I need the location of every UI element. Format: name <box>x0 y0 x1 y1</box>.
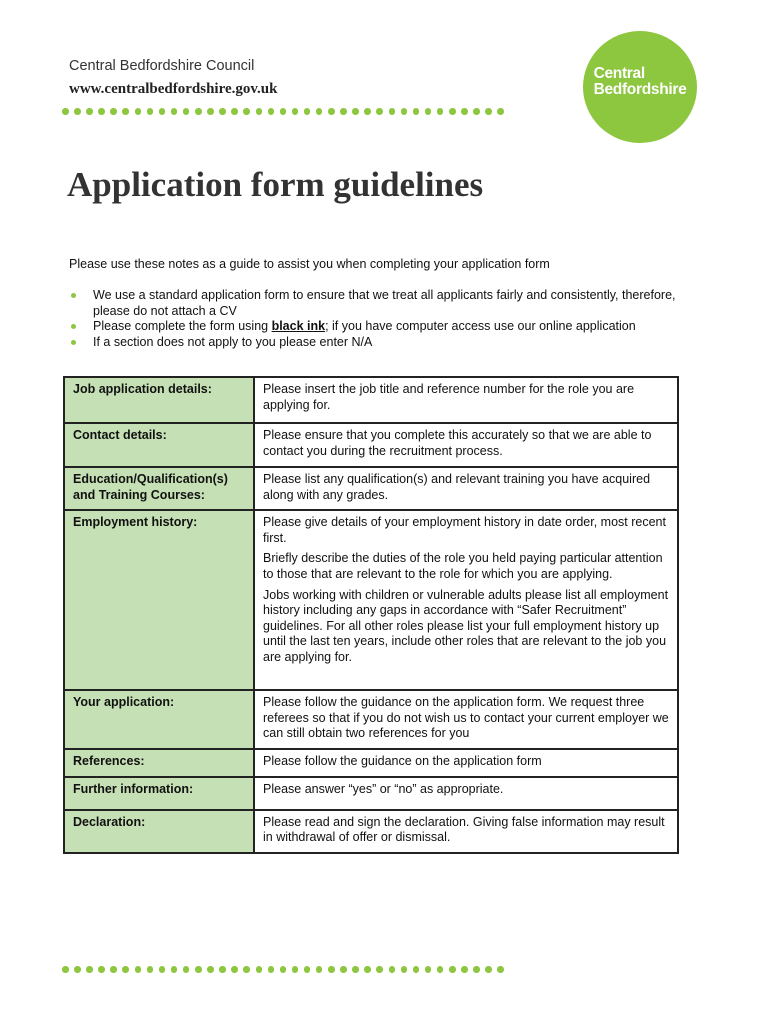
divider-dot-icon <box>159 108 166 115</box>
divider-dot-icon <box>268 108 275 115</box>
divider-dot-icon <box>364 966 371 973</box>
row-description: Please follow the guidance on the application form <box>254 749 678 777</box>
intro-text: Please use these notes as a guide to assist you when completing your application form <box>69 257 550 271</box>
divider-dot-icon <box>364 108 371 115</box>
table-row <box>64 510 678 690</box>
divider-dot-icon <box>497 108 504 115</box>
divider-dot-icon <box>195 108 202 115</box>
divider-dot-icon <box>147 108 154 115</box>
divider-dot-icon <box>328 966 335 973</box>
row-label: Employment history: <box>64 510 254 690</box>
council-url[interactable]: www.centralbedfordshire.gov.uk <box>69 81 278 97</box>
divider-dot-icon <box>98 108 105 115</box>
divider-dot-icon <box>219 108 226 115</box>
row-description: Please list any qualification(s) and relevant training you have acquired along with any grades. <box>254 467 678 510</box>
divider-dot-icon <box>425 966 432 973</box>
bullet-item: We use a standard application form to ensure that we treat all applicants fairly and consistently, therefore, please do not attach a CV <box>69 288 709 319</box>
table-row <box>64 467 678 510</box>
row-description: Please insert the job title and reference number for the role you are applying for. <box>254 377 678 423</box>
divider-dot-icon <box>171 966 178 973</box>
row-description: Please answer “yes” or “no” as appropriate. <box>254 777 678 810</box>
divider-dot-icon <box>401 966 408 973</box>
guidance-bullets <box>69 288 709 350</box>
divider-dot-icon <box>485 108 492 115</box>
row-description: Please follow the guidance on the application form. We request three referees so that if you do not wish us to contact your current employer we can still obtain two references for you <box>254 690 678 749</box>
divider-dot-icon <box>473 108 480 115</box>
divider-dot-icon <box>497 966 504 973</box>
divider-dot-icon <box>304 966 311 973</box>
central-bedfordshire-logo <box>583 31 697 143</box>
divider-dot-icon <box>280 966 287 973</box>
divider-dot-icon <box>207 108 214 115</box>
divider-dot-icon <box>413 966 420 973</box>
divider-dot-icon <box>183 966 190 973</box>
divider-dot-icon <box>110 966 117 973</box>
divider-dot-icon <box>316 108 323 115</box>
divider-dot-icon <box>340 966 347 973</box>
divider-dot-icon <box>231 108 238 115</box>
divider-dot-icon <box>135 966 142 973</box>
divider-dot-icon <box>122 108 129 115</box>
divider-dot-icon <box>376 108 383 115</box>
table-row <box>64 423 678 467</box>
divider-dot-icon <box>389 108 396 115</box>
council-name: Central Bedfordshire Council <box>69 58 255 74</box>
black-ink-emphasis: black ink <box>271 319 326 334</box>
divider-dot-icon <box>243 966 250 973</box>
table-row <box>64 690 678 749</box>
divider-dot-icon <box>352 108 359 115</box>
row-label: References: <box>64 749 254 777</box>
divider-dot-icon <box>304 108 311 115</box>
divider-dot-icon <box>135 108 142 115</box>
divider-dot-icon <box>110 108 117 115</box>
divider-dot-icon <box>268 966 275 973</box>
divider-dot-icon <box>401 108 408 115</box>
divider-dot-icon <box>98 966 105 973</box>
divider-dot-icon <box>256 108 263 115</box>
table-row <box>64 810 678 853</box>
divider-dot-icon <box>449 966 456 973</box>
divider-dot-icon <box>292 966 299 973</box>
divider-dot-icon <box>292 108 299 115</box>
divider-dot-icon <box>171 108 178 115</box>
divider-dot-icon <box>86 108 93 115</box>
divider-dot-icon <box>425 108 432 115</box>
row-label: Job application details: <box>64 377 254 423</box>
divider-dot-icon <box>437 966 444 973</box>
divider-dot-icon <box>461 108 468 115</box>
row-description: Please give details of your employment history in date order, most recent first. Briefly describe the duties of the role you held paying particular attention to those that are relevant to the role for which you are applying. Jobs working with children or vulnerable adults please list all employment history including any gaps in accordance with “Safer Recruitment” guidelines. For all other roles please list your full employment history up until the last ten years, include other roles that are relevant to the job you are applying for. <box>254 510 678 690</box>
divider-dot-icon <box>256 966 263 973</box>
divider-dot-icon <box>437 108 444 115</box>
divider-dot-icon <box>389 966 396 973</box>
row-label: Declaration: <box>64 810 254 853</box>
divider-dot-icon <box>231 966 238 973</box>
table-row <box>64 377 678 423</box>
divider-dot-icon <box>207 966 214 973</box>
row-description: Please ensure that you complete this accurately so that we are able to contact you during the recruitment process. <box>254 423 678 467</box>
divider-dot-icon <box>86 966 93 973</box>
divider-dot-icon <box>159 966 166 973</box>
divider-dot-icon <box>449 108 456 115</box>
divider-dot-icon <box>461 966 468 973</box>
bullet-dot-icon <box>71 340 76 345</box>
logo-line-1: Central <box>593 65 645 82</box>
divider-dot-icon <box>122 966 129 973</box>
bullet-item: If a section does not apply to you please enter N/A <box>69 335 709 351</box>
row-description: Please read and sign the declaration. Giving false information may result in withdrawal of offer or dismissal. <box>254 810 678 853</box>
divider-dot-icon <box>147 966 154 973</box>
row-label: Contact details: <box>64 423 254 467</box>
row-label: Your application: <box>64 690 254 749</box>
divider-dot-icon <box>328 108 335 115</box>
dotted-divider-top <box>62 108 504 116</box>
table-row <box>64 777 678 810</box>
divider-dot-icon <box>316 966 323 973</box>
logo-line-2: Bedfordshire <box>593 81 687 98</box>
divider-dot-icon <box>62 966 69 973</box>
divider-dot-icon <box>74 108 81 115</box>
divider-dot-icon <box>62 108 69 115</box>
dotted-divider-bottom <box>62 966 504 974</box>
divider-dot-icon <box>195 966 202 973</box>
divider-dot-icon <box>473 966 480 973</box>
divider-dot-icon <box>243 108 250 115</box>
guidelines-table <box>63 376 679 854</box>
bullet-dot-icon <box>71 324 76 329</box>
bullet-dot-icon <box>71 293 76 298</box>
divider-dot-icon <box>413 108 420 115</box>
divider-dot-icon <box>485 966 492 973</box>
divider-dot-icon <box>74 966 81 973</box>
page-title: Application form guidelines <box>67 165 484 204</box>
row-label: Further information: <box>64 777 254 810</box>
divider-dot-icon <box>280 108 287 115</box>
divider-dot-icon <box>340 108 347 115</box>
table-row <box>64 749 678 777</box>
row-label: Education/Qualification(s) and Training Courses: <box>64 467 254 510</box>
divider-dot-icon <box>376 966 383 973</box>
bullet-item: Please complete the form using black ink; if you have computer access use our online application <box>69 319 709 335</box>
divider-dot-icon <box>183 108 190 115</box>
divider-dot-icon <box>352 966 359 973</box>
divider-dot-icon <box>219 966 226 973</box>
